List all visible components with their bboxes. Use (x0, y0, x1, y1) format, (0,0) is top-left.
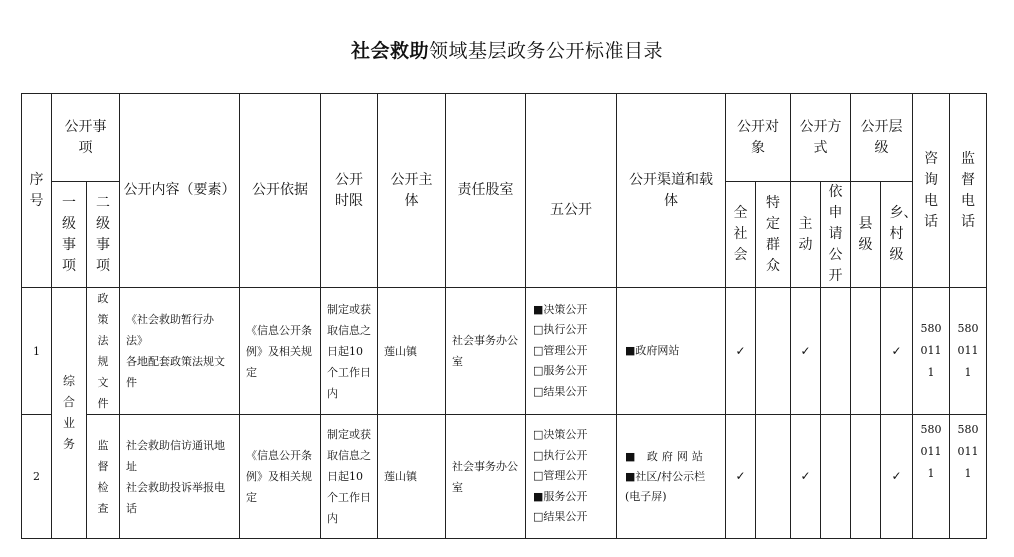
row-on-request-check (821, 288, 851, 415)
catalog-table (21, 93, 987, 539)
row-time-limit: 制定或获取信息之日起10个工作日内 (321, 415, 378, 539)
row-on-request-check (821, 415, 851, 539)
header-active: 主动 (791, 182, 821, 288)
row-channel (617, 288, 726, 415)
header-level2: 二级事项 (87, 182, 120, 288)
row-seq: 1 (22, 288, 52, 415)
row-content: 《社会救助暂行办法》 各地配套政策法规文件 (120, 288, 240, 415)
row-active-check: ✓ (791, 288, 821, 415)
header-township: 乡、村级 (881, 182, 913, 288)
header-five: 五公开 (526, 94, 617, 288)
level1-merged: 综合业务 (52, 288, 87, 539)
header-supervise-phone: 监督电话 (950, 94, 987, 288)
row-active-check: ✓ (791, 415, 821, 539)
row-subject: 莲山镇 (378, 288, 446, 415)
header-time-limit: 公开时限 (321, 94, 378, 288)
row-specific-check (756, 288, 791, 415)
header-target-group: 公开对象 (726, 94, 791, 182)
header-level-group: 公开层级 (851, 94, 913, 182)
row-township-check: ✓ (881, 288, 913, 415)
header-content: 公开内容（要素） (120, 94, 240, 288)
header-level1: 一级事项 (52, 182, 87, 288)
row-channel (617, 415, 726, 539)
row-consult-phone: 580 011 1 (913, 288, 950, 415)
header-dept: 责任股室 (446, 94, 526, 288)
header-row-1 (22, 94, 987, 182)
header-channel: 公开渠道和载体 (617, 94, 726, 288)
channel-line: (电子屏) (625, 489, 667, 503)
row-seq: 2 (22, 415, 52, 539)
row-time-limit: 制定或获取信息之日起10个工作日内 (321, 288, 378, 415)
header-all-society: 全社会 (726, 182, 756, 288)
channel-line: ■政府网站 (625, 344, 680, 357)
header-basis: 公开依据 (240, 94, 321, 288)
header-county: 县级 (851, 182, 881, 288)
row-all-society-check: ✓ (726, 288, 756, 415)
row-all-society-check: ✓ (726, 415, 756, 539)
row-consult-phone: 580 011 1 (913, 415, 950, 539)
row-five-options: □决策公开 □执行公开 □管理公开 ■服务公开 □结果公开 (526, 415, 617, 539)
row-county-check (851, 415, 881, 539)
row-supervise-phone: 580 011 1 (950, 415, 987, 539)
header-method-group: 公开方式 (791, 94, 851, 182)
page-title-bold: 社会救助 (350, 40, 429, 62)
row-five-options: ■决策公开 □执行公开 □管理公开 □服务公开 □结果公开 (526, 288, 617, 415)
channel-line: ■ 政府网站 (625, 449, 707, 463)
row-subject: 莲山镇 (378, 415, 446, 539)
header-consult-phone: 咨询电话 (913, 94, 950, 288)
header-on-request: 依申请公开 (821, 182, 851, 288)
page-title (0, 36, 1014, 63)
row-supervise-phone: 580 011 1 (950, 288, 987, 415)
header-subject: 公开主体 (378, 94, 446, 288)
row-content: 社会救助信访通讯地址 社会救助投诉举报电话 (120, 415, 240, 539)
row-township-check: ✓ (881, 415, 913, 539)
header-seq: 序号 (22, 94, 52, 288)
row-basis: 《信息公开条例》及相关规定 (240, 288, 321, 415)
row-specific-check (756, 415, 791, 539)
header-specific: 特定群众 (756, 182, 791, 288)
row-dept: 社会事务办公室 (446, 288, 526, 415)
row-dept: 社会事务办公室 (446, 415, 526, 539)
table-row (22, 415, 987, 539)
row-level2: 监督检查 (87, 415, 120, 539)
page-title-rest: 领域基层政务公开标准目录 (429, 40, 664, 62)
row-basis: 《信息公开条例》及相关规定 (240, 415, 321, 539)
channel-line: ■社区/村公示栏 (625, 469, 706, 483)
header-item-group: 公开事项 (52, 94, 120, 182)
row-county-check (851, 288, 881, 415)
row-level2: 政策法规文件 (87, 288, 120, 415)
table-row (22, 288, 987, 415)
